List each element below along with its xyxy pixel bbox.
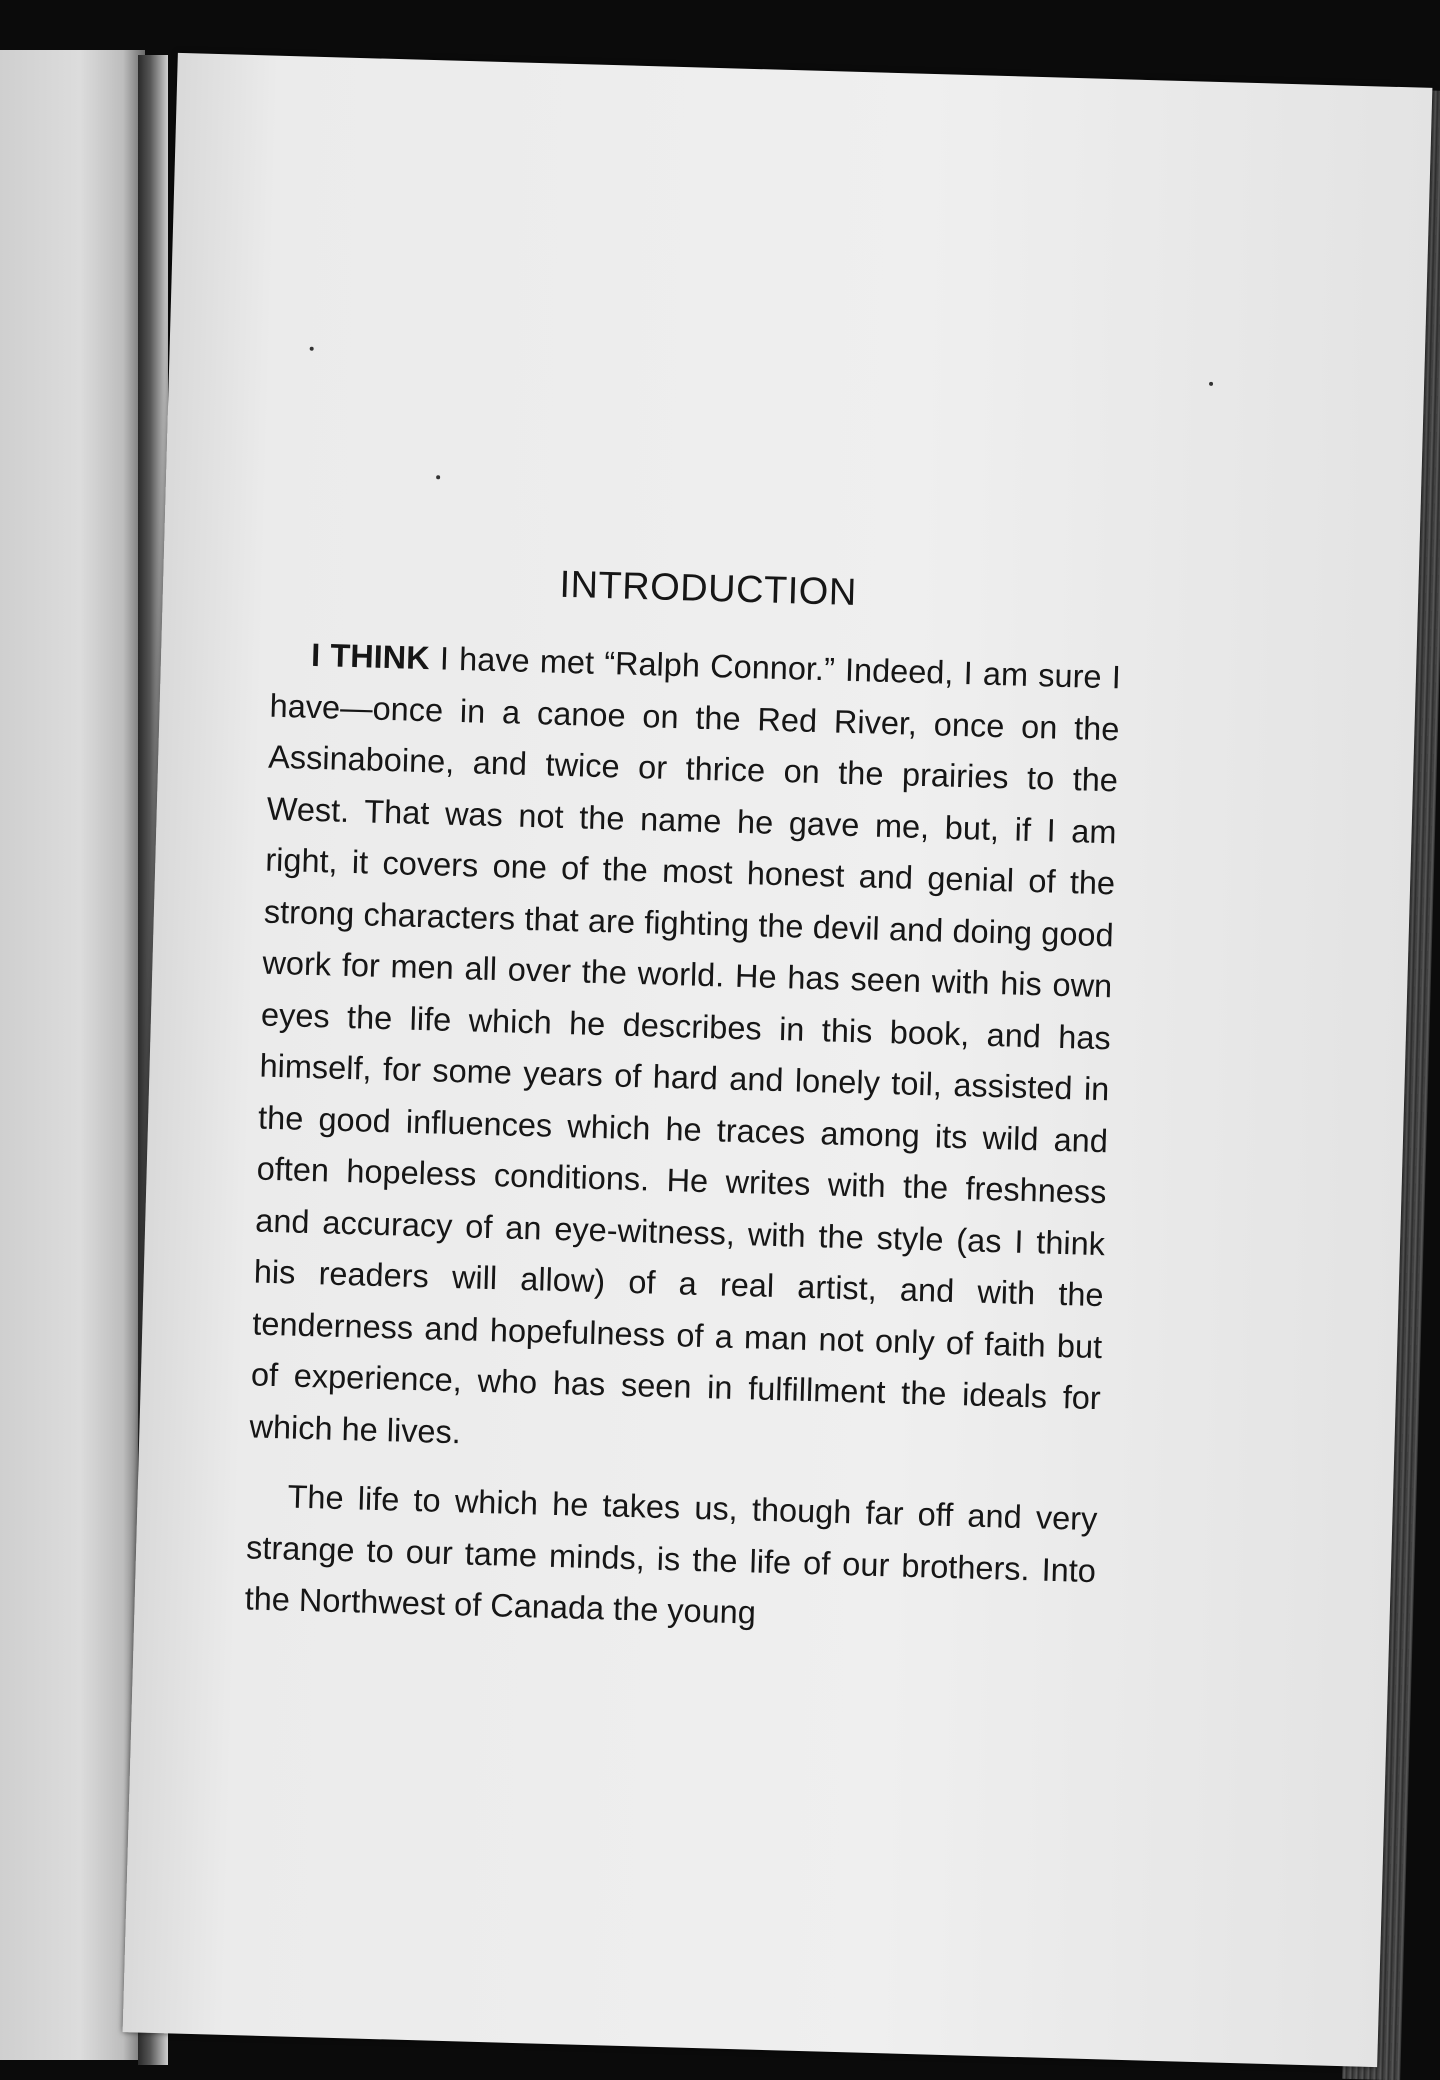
chapter-heading: INTRODUCTION (558, 563, 858, 615)
paragraph-2 (244, 1470, 1098, 1648)
dust-speck (436, 475, 440, 479)
dust-speck (310, 347, 314, 351)
dust-speck (1209, 382, 1213, 386)
page-content (244, 556, 1124, 1649)
paragraph-lead-words: I THINK (310, 636, 431, 677)
facing-page-edge (0, 50, 145, 2060)
paragraph-1 (249, 629, 1122, 1476)
paragraph-2-text: The life to which he takes us, though far off and very strange to our tame minds, is the life of our brothers. Into the Northwest of Canada the young (244, 1478, 1098, 1631)
paragraph-1-text: I have met “Ralph Connor.” Indeed, I am sure I have—once in a canoe on the Red River, once on the Assinaboine, and twice or thrice on the prairies to the West. That was not the name he gave me, but, if I am right, it covers one of the most honest and genial of the strong characters that are fighting the devil and doing good work for men all over the world. He has seen with his own eyes the life which he describes in this book, and has himself, for some years of hard and lonely toil, assisted in the good influences which he traces among its wild and often hopeless conditions. He writes with the freshness and accuracy of an eye-witness, with the style (as I think his readers will allow) of a real artist, and with the tenderness and hopefulness of a man not only of faith but of experience, who has seen in fulfillment the ideals for which he lives. (249, 640, 1122, 1450)
book-page (123, 53, 1433, 2067)
